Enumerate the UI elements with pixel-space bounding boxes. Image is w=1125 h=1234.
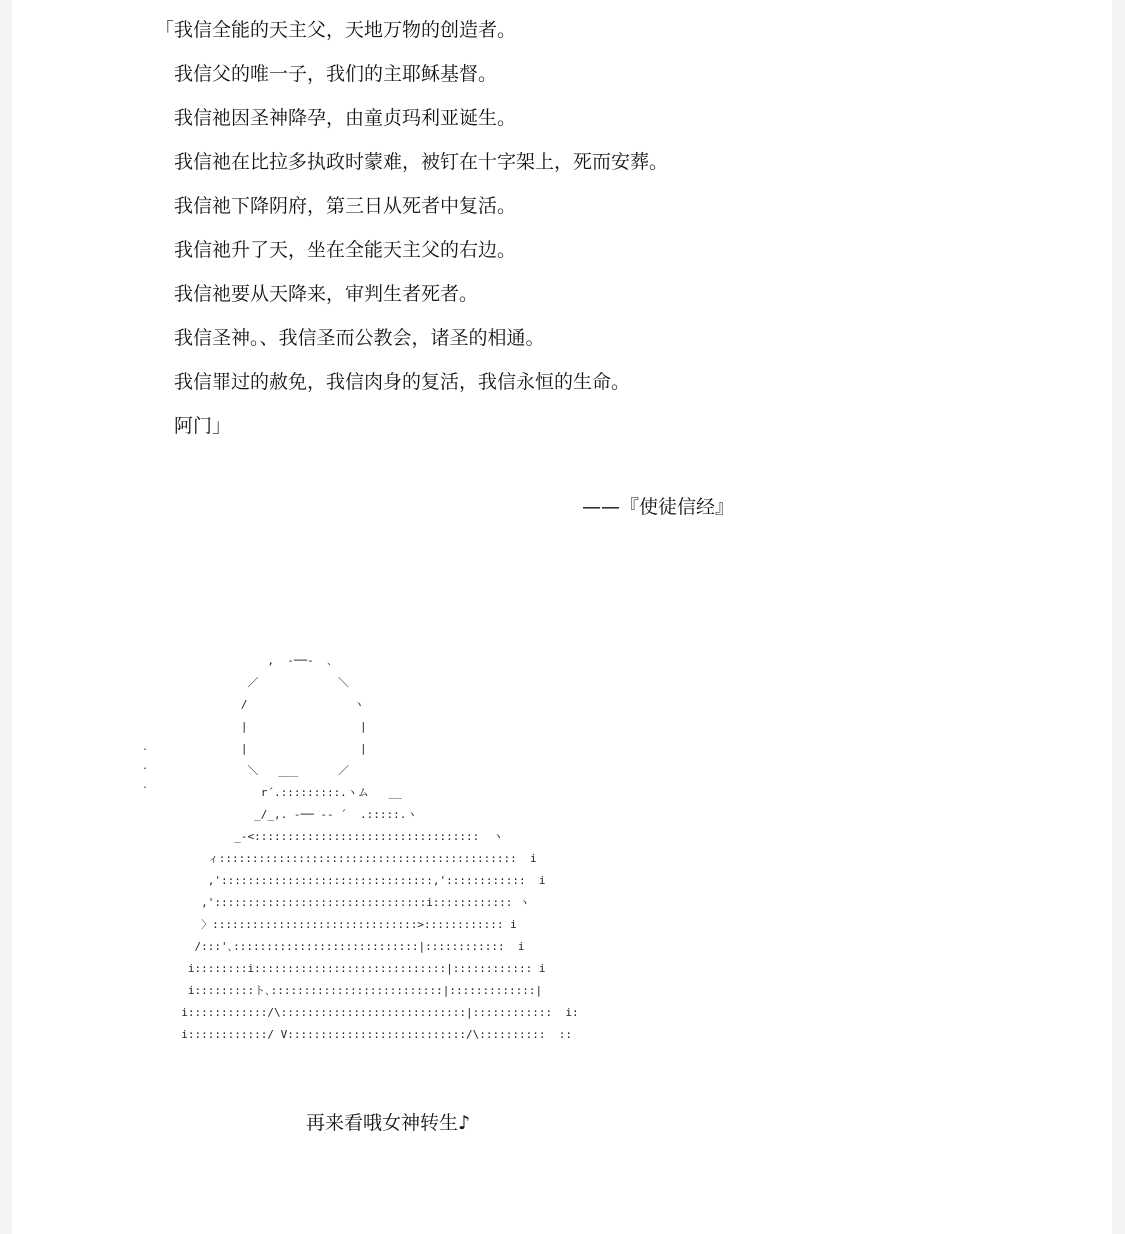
creed-line: 我信祂下降阴府，第三日从死者中复活。 bbox=[155, 195, 517, 217]
creed-line: 我信圣神。、我信圣而公教会，诸圣的相通。 bbox=[155, 327, 545, 349]
side-dots: . . . bbox=[142, 742, 149, 791]
creed-line: 我信父的唯一子，我们的主耶稣基督。 bbox=[155, 63, 498, 85]
creed-line: 「我信全能的天主父，天地万物的创造者。 bbox=[155, 19, 517, 41]
ascii-art-figure: , -──- ､ ／ ＼ / ヽ | | | | ＼ ___ ／ r´.:::::::::.ヽム __ _/_,. -── -- ´ .:::::.ヽ _-<:::::::::::::::::::::::::::::::::: ヽ ィ::::::::::::::::::::::::::::::::::::::::::::: i ,'::::::::::::::::::::::::::::::::,':::::::::::: i ,'::::::::::::::::::::::::::::::::i:::::::::::: ヽ 〉:::::::::::::::::::::::::::::::>:::::::::::: i /:::'､::::::::::::::::::::::::::::|:::::::::::: i i::::::::i:::::::::::::::::::::::::::::|:::::::::::: i i:::::::::ト､::::::::::::::::::::::::::|:::::::::::::| i::::::::::::/\::::::::::::::::::::::::::::|:::::::::::: i: i::::::::::::/ V:::::::::::::::::::::::::::/\:::::::::: :: bbox=[181, 654, 579, 1041]
creed-line: 阿门」 bbox=[155, 415, 232, 437]
creed-line: 我信祂要从天降来，审判生者死者。 bbox=[155, 283, 479, 305]
caption-text: 再来看哦女神转生♪ bbox=[306, 1112, 471, 1134]
creed-line: 我信祂在比拉多执政时蒙难，被钉在十字架上，死而安葬。 bbox=[155, 151, 669, 173]
creed-source: ——『使徒信经』 bbox=[582, 496, 735, 518]
apostles-creed-text bbox=[155, 8, 668, 448]
creed-line: 我信祂升了天，坐在全能天主父的右边。 bbox=[155, 239, 517, 261]
creed-line: 我信祂因圣神降孕，由童贞玛利亚诞生。 bbox=[155, 107, 517, 129]
creed-line: 我信罪过的赦免，我信肉身的复活，我信永恒的生命。 bbox=[155, 371, 631, 393]
